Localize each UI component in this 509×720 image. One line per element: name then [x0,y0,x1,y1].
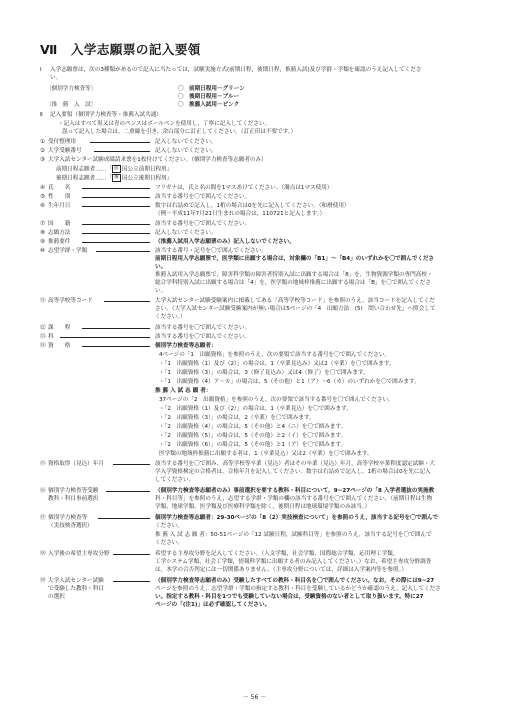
section2-note-1: ・記入はすべて黒又は青のペンスはボールペンを使用し，丁寧に記入してください。 [58,121,271,127]
item-10-text: 該当する番号・記号を〇で囲んでください。 [155,248,267,254]
leader-line [82,328,150,329]
type-mark-1: 〇 [178,86,184,92]
type-left-1: 〔個別学力検査等〕 [46,86,97,92]
type-text-3: 推薦入試用－ピンク [189,102,240,108]
type-mark-3: 〇 [178,102,184,108]
item-1-label: 受付整理用 [48,139,76,145]
item-18-label: 入学後の希望主専攻分野 [48,551,110,557]
item-6-text: 数字は右詰めで記入し，1桁の場合は0を先に記入してください。（和暦使用） [155,203,350,209]
item-19-label-2: で受験した教科・科目 [48,586,104,592]
item-6-num: ⑥ [40,203,46,209]
item-12-num: ⑫ [40,325,46,331]
leader-line [94,151,150,152]
item-16-text: （個別学力検査等志願者のみ）事前選択を要する教科・科目について，9~27ページの「8 入学者選抜の実施教 [155,488,435,494]
item-14-label: 資 格 [48,343,71,349]
page-title: Ⅶ 入学志願票の記入要領 [40,42,201,57]
item-1-text: 記入しないでください。 [155,139,217,145]
item-14-line-10: ・「2 出願資格（5）」の場合は，5（その他）と2（イ）を〇で囲みます。 [159,433,347,439]
item-3-row-1-label: 前期日程志願者……「 [56,166,112,173]
item-19-num: ⑲ [40,578,46,584]
item-16-line-2: 学類，地球学類，医学類及び医療科学類を除く，後期日程は地球環境学類のみ該当。） [155,504,371,510]
item-10-num: ⑩ [40,248,46,254]
item-11-num: ⑪ [40,298,46,304]
item-11-line-1: さい。（大学入試センター試験受験案内が無い場合は5ページの「4 出願方法 (5) 問い合わせ先」へ照会して [155,306,436,312]
item-8-text: 記入しないでください。 [155,230,217,236]
item-16-label-2: 教科・科目事前選択 [48,496,99,502]
item-14-line-9: ・「2 出願資格（4）」の場合は，5（その他）と4（ニ）を〇で囲みます。 [159,424,347,430]
leader-line [82,206,150,207]
item-10-line-5: い。 [155,288,167,294]
section2-heading: 記入要領（個別学力検査等・推薦入試共通） [50,112,162,118]
item-2-text: 記入しないでください。 [155,148,217,154]
item-3-row-2-label: 後期日程志願者……「 [56,175,112,182]
item-7-label: 国 籍 [48,221,71,227]
item-3-row-2-text: 国公立後期日程用」 [121,175,173,182]
item-17-line-2: 推 薦 入 試 志 願 者：50-51ページの「12 試験日程，試験科目等」を参照のうえ，該当する記号を〇で囲んで [155,532,432,538]
leader-line [82,224,150,225]
item-3-row-1 [56,165,172,174]
item-6-label: 生年月日 [48,203,71,209]
leader-line [60,337,150,338]
item-19-text: （個別学力検査等志願者のみ）受験したすべての教科・科目名を〇で囲んでください。なお，その際には9~27 [155,578,435,584]
item-14-line-4: ・「1 出願資格（4）ア～カ」の場合は，5（その他）と1（ア）～6（カ）のいずれかを〇で囲みます。 [159,379,420,385]
item-7-num: ⑦ [40,221,46,227]
item-13-label: 科 [48,334,54,340]
item-18-line-2: は，本学の合否判定には一切関係ありません。（主専攻分野については，詳細は入学案内等を参照。） [155,567,407,573]
item-17-line-1: ください。 [155,523,183,529]
item-14-text: 個別学力検査等志願者： [155,343,217,349]
item-19-line-3: ページの「(注1)」は必ず確認してください。 [155,602,271,608]
item-4-text: フリガナは，氏と名の間を1マスあけてください。（濁点は1マス使用） [155,185,333,191]
item-15-num: ⑮ [40,461,46,467]
item-2-label: 大学受験番号 [48,148,82,154]
item-19-label: 大学入試センター試験 [48,578,104,584]
leader-line [106,491,150,492]
item-10-line-1: 前期日程用入学志願票で，医学類に出願する場合は，対象欄の「B1」～「B4」のいずれかを〇で囲んでくださ [155,256,435,262]
type-text-1: 前期日程用－グリーン [189,86,245,92]
leader-line [113,581,150,582]
intro-line-1: 入学志願票は，次の3種類があるので記入に当たっては，試験実施方式(前期日程，後期日程，推薦入試)及び学群・学類を確認のうえ記入してくださ [50,67,422,73]
item-3-row-1-box: 前 [112,165,121,173]
leader-line [104,301,150,302]
section2-mark: Ⅱ [40,112,43,118]
leader-line [82,197,150,198]
intro-mark: Ⅰ [40,67,42,73]
intro-line-2: い。 [50,75,62,81]
leader-line [113,554,150,555]
type-text-2: 後期日程用－ブルー [189,94,240,100]
item-17-num: ⑰ [40,515,46,521]
item-19-line-1: ページを参照のうえ，志望学群・学類の指定する教科・科目を受験しているかどうか確認のうえ，記入してくださ [155,586,441,592]
item-13-num: ⑬ [40,334,46,340]
item-3-row-1-text: 国公立前期日程用」 [121,166,173,173]
leader-line [82,242,150,243]
item-14-line-11: ・「2 出願資格（6）」の場合は，5（その他）と1（ア）を〇で囲みます。 [159,442,347,448]
item-15-line-2: してください。 [155,477,195,483]
item-13-text: 該当する番号を〇で囲んでください。 [155,334,251,340]
item-6-example: （例－平成11年7月21日生まれの場合は，110721と記入します。） [155,211,326,217]
item-14-line-6: 37ページの「2 出願資格」を参照のうえ，次の要領で該当する番号を〇で囲んでください。 [159,397,394,403]
item-16-label: 個別学力検査等受験 [48,488,99,494]
item-5-label: 性 別 [48,194,71,200]
leader-line [82,346,150,347]
item-11-line-2: ください。） [155,314,186,320]
item-3-row-2 [56,174,172,183]
item-16-num: ⑯ [40,488,46,494]
leader-line [82,188,150,189]
page-number: － 56 － [242,694,267,701]
item-17-text: 個別学力検査等志願者：29-30ページの「8（2）実技検査について」を参照のうえ，該当する記号を〇で囲んで [155,515,439,521]
item-2-num: ② [40,148,46,154]
item-3-row-2-box: 後 [112,174,121,182]
item-4-label: 氏 名 [48,185,71,191]
item-9-num: ⑨ [40,239,46,245]
item-9-label: 推薦要件 [48,239,71,245]
leader-line [98,518,150,519]
item-11-label: 高等学校等コード [48,298,93,304]
leader-line [113,464,150,465]
item-1-num: ① [40,139,46,145]
item-12-text: 該当する番号を〇で囲んでください。 [155,325,251,331]
type-mark-2: 〇 [178,94,184,100]
item-17-label-2: （実技検査選択） [48,523,93,529]
item-14-line-8: ・「2 出願資格（3）」の場合は，2（卒業）を〇で囲みます。 [159,415,315,421]
leader-line [96,251,150,252]
item-19-label-3: の選択 [48,594,65,600]
item-15-label: 資格取得（見込）年月 [48,461,104,467]
type-left-3: 〔推 薦 入 試〕 [46,102,97,108]
item-9-text: （推薦入試用入学志願票のみ）記入しないでください。 [155,239,295,245]
item-14-line-7: ・「2 出願資格（1）及び（2）」の場合は，1（卒業見込）を〇で囲みます。 [159,406,352,412]
item-14-line-5: 推 薦 入 試 志 願 者： [155,388,212,394]
item-3-label: 大学入試センター試験成績請求票を1枚付けてください。（個別学力検査等志願者のみ） [48,157,267,163]
item-14-num: ⑭ [40,343,46,349]
item-11-text: 大学入試センター試験受験案内に掲載してある「高等学校等コード」を参照のうえ，該当コードを記入してくだ [155,298,435,304]
item-14-line-3: ・「1 出願資格（3）」の場合は，3（修了見込み）又は4（修了）を〇で囲みます。 [159,370,369,376]
item-10-line-4: 総合学科特別入試に出願する場合は「4」を，医学類の地域枠推薦に出願する場合は「B」を〇で囲んでくださ [155,280,431,286]
item-10-label: 志望学群・学類 [48,248,88,254]
item-4-num: ④ [40,185,46,191]
item-10-line-2: い。 [155,264,167,270]
item-8-num: ⑧ [40,230,46,236]
item-7-text: 該当する番号を〇で囲んでください。 [155,221,251,227]
item-18-num: ⑱ [40,551,46,557]
item-14-line-2: ・「1 出願資格（1）及び（2）」の場合は，1（卒業見込み）又は2（卒業）を〇で囲みます。 [159,361,395,367]
leader-line [90,142,150,143]
item-8-label: 志願方法 [48,230,71,236]
item-14-line-12: 医学類の地域枠推薦に出願する者は，1（卒業見込）又は2（卒業）を〇で囲みます。 [159,451,373,457]
item-15-line-1: 学入学資格検定の合格者は，合格年月を記入してください。数字は右詰めで記入し，1桁の場合は0を先に記入 [155,469,431,475]
item-14-line-1: 4ページの「1 出願資格」を参照のうえ，次の要領で該当する番号を〇で囲んでください。 [159,352,391,358]
item-5-num: ⑤ [40,194,46,200]
item-18-line-1: 工学システム学類，社会工学類，情報科学類に出願する者のみ記入してください。）なお，希望主専攻分野調査 [155,559,432,565]
leader-line [82,233,150,234]
item-16-line-1: 科・科目等」を参照のうえ，志望する学群・学類の欄の該当する番号を〇で囲んでください。（前期日程は生物 [155,496,433,502]
item-17-label: 個別学力検査等 [48,515,88,521]
item-12-label: 課 程 [48,325,71,331]
item-17-line-3: ください。 [155,540,183,546]
item-19-line-2: い。指定する教科・科目を1つでも受験していない場合は，受験資格のない者として取り扱います。特に27 [155,594,424,600]
item-10-line-3: 推薦入試用入学志願票で，障害科学類の障害者特別入試に出願する場合は「8」を，生物資源学類の専門高校・ [155,272,433,278]
item-5-text: 該当する番号を〇で囲んでください。 [155,194,251,200]
section2-note-2: 誤って記入した場合は，二重線を引き，余白部分に訂正してください。（訂正印は不要です。） [62,129,297,135]
item-3-num: ③ [40,157,46,163]
item-18-text: 希望する主専攻分野を記入してください。（人文学類，社会学類，国際総合学類，応用理工学類， [155,551,399,557]
item-15-text: 該当する番号を〇で囲み，高等学校等卒業（見込）者はその卒業（見込）年月，高等学校卒業程度認定試験・大 [155,461,436,467]
